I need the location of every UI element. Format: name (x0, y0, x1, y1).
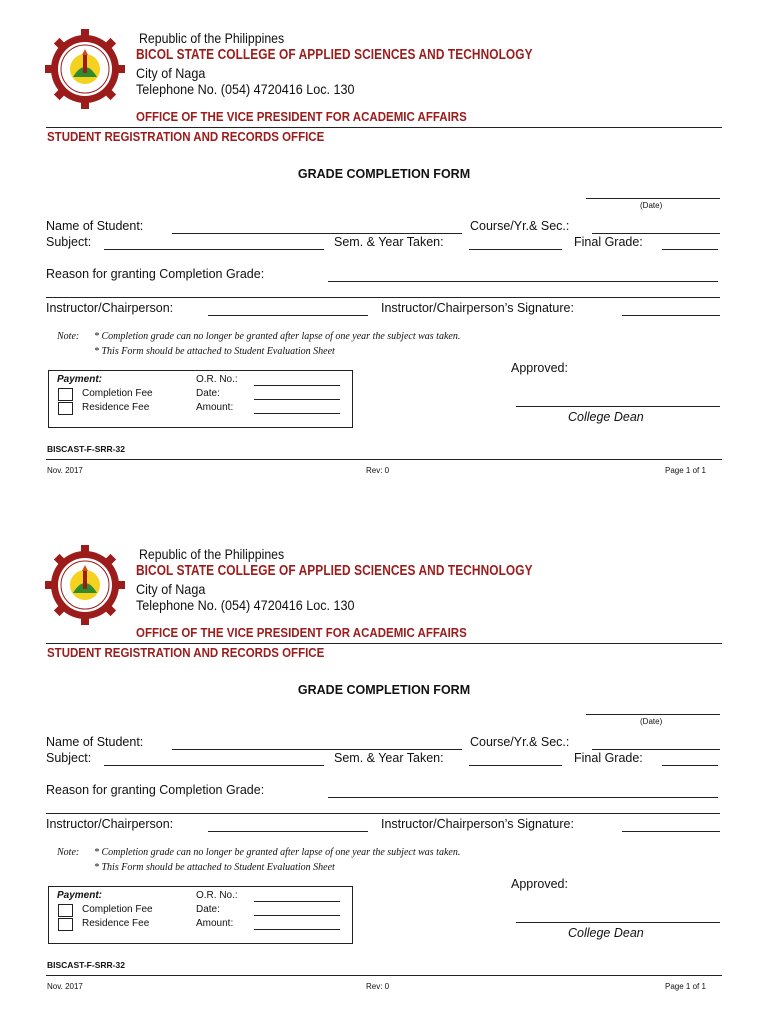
reason-field-line-2[interactable] (46, 813, 720, 814)
footer-date: Nov. 2017 (47, 982, 83, 991)
form-code: BISCAST-F-SRR-32 (47, 960, 125, 970)
telephone-line: Telephone No. (054) 4720416 Loc. 130 (136, 597, 355, 613)
residence-fee-label: Residence Fee (82, 402, 150, 413)
dean-label: College Dean (568, 926, 644, 940)
city-line: City of Naga (136, 65, 206, 81)
pay-date-field[interactable] (254, 399, 340, 400)
or-no-label: O.R. No.: (196, 890, 238, 901)
footer-date: Nov. 2017 (47, 466, 83, 475)
note-label: Note: (57, 331, 80, 342)
completion-fee-checkbox[interactable] (58, 388, 73, 401)
suboffice-title: STUDENT REGISTRATION AND RECORDS OFFICE (47, 130, 325, 144)
sem-year-label: Sem. & Year Taken: (334, 751, 444, 765)
student-name-field[interactable] (172, 233, 462, 234)
date-field[interactable] (586, 198, 720, 199)
republic-line: Republic of the Philippines (139, 546, 285, 562)
payment-label: Payment: (57, 890, 103, 901)
instructor-label: Instructor/Chairperson: (46, 301, 174, 315)
final-grade-label: Final Grade: (574, 751, 643, 765)
reason-field-line-2[interactable] (46, 297, 720, 298)
footer-page: Page 1 of 1 (665, 982, 706, 991)
signature-label: Instructor/Chairperson’s Signature: (381, 817, 574, 831)
student-name-label: Name of Student: (46, 219, 144, 233)
footer-rev: Rev: 0 (366, 466, 390, 475)
footer-rev: Rev: 0 (366, 982, 390, 991)
amount-label: Amount: (196, 402, 234, 413)
reason-label: Reason for granting Completion Grade: (46, 783, 265, 797)
payment-label: Payment: (57, 374, 103, 385)
residence-fee-checkbox[interactable] (58, 402, 73, 415)
college-name: BICOL STATE COLLEGE OF APPLIED SCIENCES AND TECHNOLOGY (136, 563, 533, 579)
instructor-field[interactable] (208, 315, 368, 316)
pay-date-label: Date: (196, 388, 220, 399)
or-no-field[interactable] (254, 385, 340, 386)
grade-completion-form-copy-1 (0, 0, 768, 500)
note-1: * Completion grade can no longer be granted after lapse of one year the subject was taken. (94, 331, 461, 342)
college-seal-icon (43, 543, 127, 627)
college-seal-icon (43, 27, 127, 111)
header-divider (46, 643, 722, 644)
reason-field[interactable] (328, 797, 718, 798)
course-field[interactable] (592, 749, 720, 750)
dean-label: College Dean (568, 410, 644, 424)
subject-label: Subject: (46, 751, 92, 765)
city-line: City of Naga (136, 581, 206, 597)
footer-divider (46, 975, 722, 976)
payment-box (48, 370, 353, 428)
note-2: * This Form should be attached to Student Evaluation Sheet (94, 862, 335, 873)
or-no-field[interactable] (254, 901, 340, 902)
subject-label: Subject: (46, 235, 92, 249)
college-name: BICOL STATE COLLEGE OF APPLIED SCIENCES AND TECHNOLOGY (136, 47, 533, 63)
reason-field[interactable] (328, 281, 718, 282)
suboffice-title: STUDENT REGISTRATION AND RECORDS OFFICE (47, 646, 325, 660)
date-field[interactable] (586, 714, 720, 715)
pay-date-field[interactable] (254, 915, 340, 916)
form-title: GRADE COMPLETION FORM (297, 683, 471, 697)
course-label: Course/Yr.& Sec.: (470, 735, 570, 749)
telephone-line: Telephone No. (054) 4720416 Loc. 130 (136, 81, 355, 97)
amount-label: Amount: (196, 918, 234, 929)
date-caption: (Date) (640, 717, 663, 726)
republic-line: Republic of the Philippines (139, 30, 285, 46)
date-caption: (Date) (640, 201, 663, 210)
dean-signature-field[interactable] (516, 922, 720, 923)
completion-fee-label: Completion Fee (82, 904, 153, 915)
residence-fee-checkbox[interactable] (58, 918, 73, 931)
course-label: Course/Yr.& Sec.: (470, 219, 570, 233)
completion-fee-checkbox[interactable] (58, 904, 73, 917)
footer-page: Page 1 of 1 (665, 466, 706, 475)
final-grade-field[interactable] (662, 249, 718, 250)
form-code: BISCAST-F-SRR-32 (47, 444, 125, 454)
student-name-label: Name of Student: (46, 735, 144, 749)
office-title: OFFICE OF THE VICE PRESIDENT FOR ACADEMIC AFFAIRS (136, 110, 467, 124)
pay-date-label: Date: (196, 904, 220, 915)
subject-field[interactable] (104, 765, 324, 766)
dean-signature-field[interactable] (516, 406, 720, 407)
office-title: OFFICE OF THE VICE PRESIDENT FOR ACADEMIC AFFAIRS (136, 626, 467, 640)
note-1: * Completion grade can no longer be granted after lapse of one year the subject was taken. (94, 847, 461, 858)
footer-divider (46, 459, 722, 460)
subject-field[interactable] (104, 249, 324, 250)
approved-label: Approved: (511, 361, 568, 375)
form-title: GRADE COMPLETION FORM (297, 167, 471, 181)
reason-label: Reason for granting Completion Grade: (46, 267, 265, 281)
final-grade-label: Final Grade: (574, 235, 643, 249)
signature-field[interactable] (622, 831, 720, 832)
note-2: * This Form should be attached to Student Evaluation Sheet (94, 346, 335, 357)
instructor-field[interactable] (208, 831, 368, 832)
instructor-label: Instructor/Chairperson: (46, 817, 174, 831)
amount-field[interactable] (254, 929, 340, 930)
sem-year-label: Sem. & Year Taken: (334, 235, 444, 249)
signature-field[interactable] (622, 315, 720, 316)
note-label: Note: (57, 847, 80, 858)
grade-completion-form-copy-2 (0, 516, 768, 1016)
signature-label: Instructor/Chairperson’s Signature: (381, 301, 574, 315)
final-grade-field[interactable] (662, 765, 718, 766)
residence-fee-label: Residence Fee (82, 918, 150, 929)
header-divider (46, 127, 722, 128)
payment-box (48, 886, 353, 944)
sem-year-field[interactable] (469, 249, 562, 250)
completion-fee-label: Completion Fee (82, 388, 153, 399)
course-field[interactable] (592, 233, 720, 234)
amount-field[interactable] (254, 413, 340, 414)
sem-year-field[interactable] (469, 765, 562, 766)
student-name-field[interactable] (172, 749, 462, 750)
approved-label: Approved: (511, 877, 568, 891)
or-no-label: O.R. No.: (196, 374, 238, 385)
